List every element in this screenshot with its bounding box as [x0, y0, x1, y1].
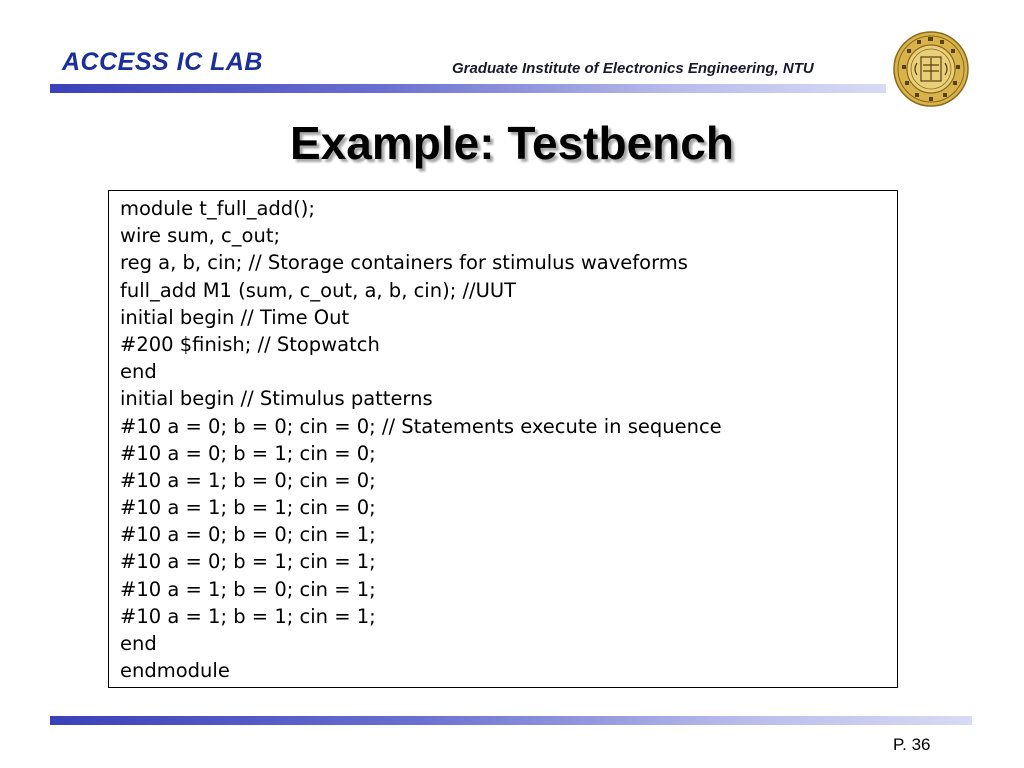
slide-title: Example: Testbench: [290, 117, 734, 169]
header-divider-bar: [50, 84, 886, 93]
institute-name: Graduate Institute of Electronics Engineering, NTU: [452, 60, 814, 77]
code-line: #10 a = 1; b = 1; cin = 0;: [120, 496, 376, 520]
code-line: wire sum, c_out;: [120, 224, 281, 248]
code-line: #200 $finish; // Stopwatch: [120, 332, 380, 356]
ntu-seal-icon: [893, 31, 969, 107]
lab-logo: ACCESS IC LAB: [62, 48, 263, 76]
code-line: initial begin // Time Out: [120, 305, 350, 329]
code-line: full_add M1 (sum, c_out, a, b, cin); //UUT: [120, 278, 517, 302]
code-line: #10 a = 1; b = 0; cin = 1;: [120, 577, 376, 601]
code-line: endmodule: [120, 659, 230, 683]
code-line: #10 a = 0; b = 0; cin = 1;: [120, 523, 376, 547]
code-line: module t_full_add();: [120, 197, 315, 220]
code-line: end: [120, 360, 157, 384]
code-line: initial begin // Stimulus patterns: [120, 387, 433, 411]
code-line: end: [120, 632, 157, 655]
code-line: #10 a = 1; b = 0; cin = 0;: [120, 468, 376, 492]
code-line: reg a, b, cin; // Storage containers for stimulus waveforms: [120, 251, 688, 275]
code-line: #10 a = 0; b = 1; cin = 1;: [120, 550, 376, 574]
code-line: #10 a = 1; b = 1; cin = 1;: [120, 604, 376, 628]
page-number: P. 36: [893, 735, 931, 754]
code-line: #10 a = 0; b = 0; cin = 0; // Statements execute in sequence: [120, 414, 722, 438]
footer-divider-bar: [50, 716, 972, 725]
code-line: #10 a = 0; b = 1; cin = 0;: [120, 441, 376, 465]
code-box: [108, 190, 898, 688]
